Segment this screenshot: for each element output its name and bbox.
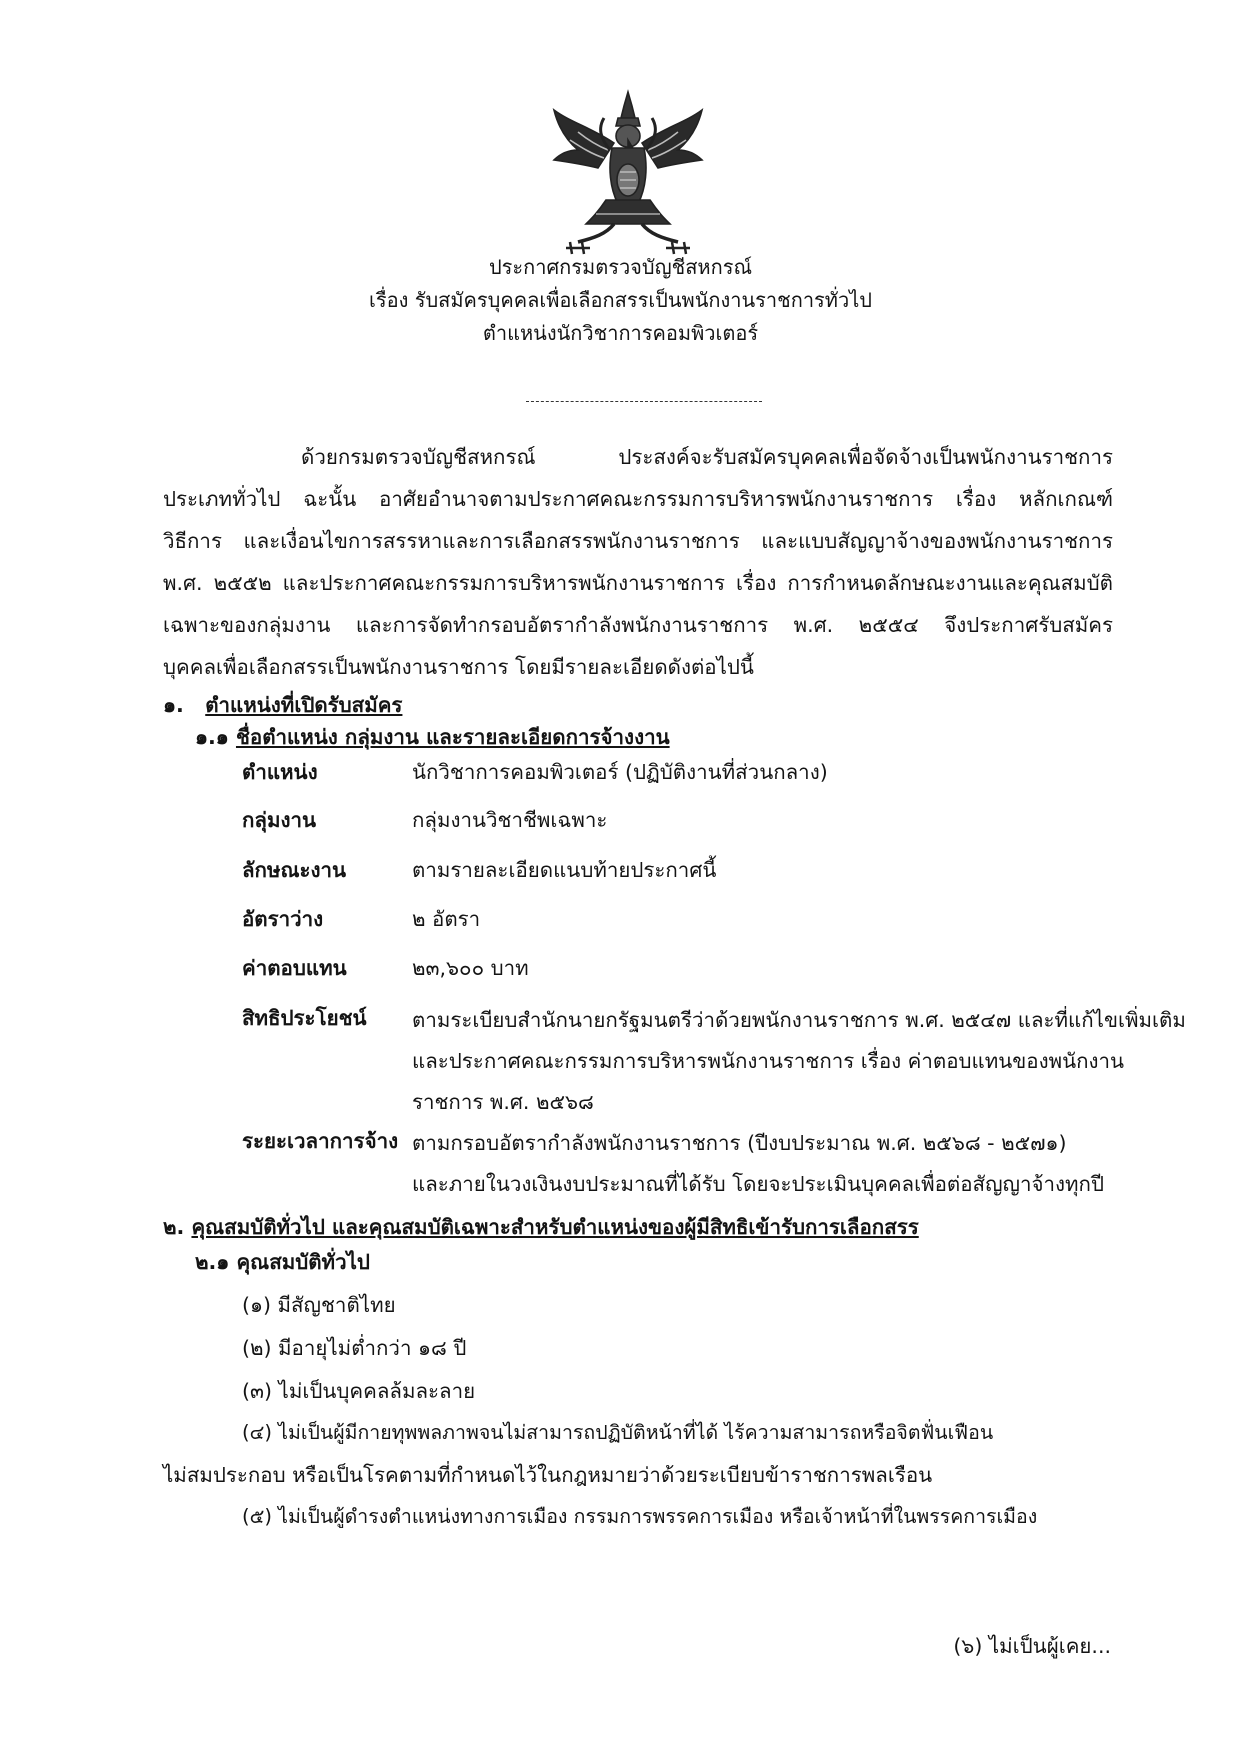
- intro-line: วิธีการ และเงื่อนไขการสรรหาและการเลือกสรรพนักงานราชการ และแบบสัญญาจ้างของพนักงานราชการ: [163, 529, 1113, 553]
- row-label-vacancies: อัตราว่าง: [242, 907, 324, 931]
- section-2-title: คุณสมบัติทั่วไป และคุณสมบัติเฉพาะสำหรับตำแหน่งของผู้มีสิทธิเข้ารับการเลือกสรร: [191, 1215, 919, 1239]
- row-value-line: ตามกรอบอัตรากำลังพนักงานราชการ (ปีงบประมาณ พ.ศ. ๒๕๖๘ - ๒๕๗๑): [412, 1131, 1067, 1155]
- section-1-title: ตำแหน่งที่เปิดรับสมัคร: [205, 693, 403, 717]
- header-divider: [526, 401, 762, 402]
- section-1-1-heading: [195, 722, 670, 752]
- qualification-item: (๒) มีอายุไม่ต่ำกว่า ๑๘ ปี: [242, 1336, 467, 1360]
- section-1-number: ๑.: [163, 693, 184, 717]
- announcement-position: ตำแหน่งนักวิชาการคอมพิวเตอร์: [482, 321, 759, 345]
- announcement-title: ประกาศกรมตรวจบัญชีสหกรณ์: [488, 255, 753, 279]
- qualification-item: (๔) ไม่เป็นผู้มีกายทุพพลภาพจนไม่สามารถปฏิบัติหน้าที่ได้ ไร้ความสามารถหรือจิตฟั่นเฟือน: [242, 1421, 994, 1444]
- row-value-line: และประกาศคณะกรรมการบริหารพนักงานราชการ เรื่อง ค่าตอบแทนของพนักงาน: [412, 1049, 1125, 1073]
- qualification-item: (๑) มีสัญชาติไทย: [242, 1293, 396, 1317]
- row-label-position: ตำแหน่ง: [242, 760, 318, 784]
- row-label-work-group: กลุ่มงาน: [242, 808, 317, 832]
- garuda-emblem-icon: [548, 88, 708, 256]
- announcement-subject: เรื่อง รับสมัครบุคคลเพื่อเลือกสรรเป็นพนักงานราชการทั่วไป: [369, 288, 872, 312]
- section-2-heading: [163, 1212, 919, 1242]
- section-1-1-number: ๑.๑: [195, 725, 229, 749]
- row-value-line: ตามรายละเอียดแนบท้ายประกาศนี้: [412, 858, 717, 882]
- row-label-benefits: สิทธิประโยชน์: [242, 1006, 367, 1030]
- section-2-number: ๒.: [163, 1215, 185, 1239]
- qualification-item: (๓) ไม่เป็นบุคคลล้มละลาย: [242, 1379, 476, 1403]
- row-value-benefits: [412, 1000, 1186, 1123]
- row-label-employment-period: ระยะเวลาการจ้าง: [242, 1129, 399, 1153]
- intro-line: บุคคลเพื่อเลือกสรรเป็นพนักงานราชการ โดยมีรายละเอียดดังต่อไปนี้: [163, 655, 754, 679]
- qualification-item-continuation: ไม่สมประกอบ หรือเป็นโรคตามที่กำหนดไว้ในกฎหมายว่าด้วยระเบียบข้าราชการพลเรือน: [163, 1463, 933, 1487]
- row-value-work-group: [412, 802, 607, 838]
- section-1-1-title: ชื่อตำแหน่ง กลุ่มงาน และรายละเอียดการจ้างงาน: [235, 725, 670, 749]
- intro-line: เฉพาะของกลุ่มงาน และการจัดทำกรอบอัตรากำลังพนักงานราชการ พ.ศ. ๒๕๕๔ จึงประกาศรับสมัคร: [163, 613, 1113, 637]
- row-value-line: และภายในวงเงินงบประมาณที่ได้รับ โดยจะประเมินบุคคลเพื่อต่อสัญญาจ้างทุกปี: [412, 1172, 1104, 1196]
- row-value-vacancies: [412, 901, 480, 937]
- row-value-line: ๒๓,๖๐๐ บาท: [412, 956, 529, 980]
- section-2-1-heading: [195, 1247, 370, 1277]
- section-1-heading: [163, 690, 402, 720]
- row-value-compensation: [412, 950, 529, 986]
- row-value-line: นักวิชาการคอมพิวเตอร์ (ปฏิบัติงานที่ส่วนกลาง): [412, 760, 828, 784]
- intro-line: ด้วยกรมตรวจบัญชีสหกรณ์ ประสงค์จะรับสมัครบุคคลเพื่อจัดจ้างเป็นพนักงานราชการ: [301, 445, 1113, 469]
- row-value-position: [412, 754, 828, 790]
- row-value-line: ราชการ พ.ศ. ๒๕๖๘: [412, 1090, 594, 1114]
- qualification-item: (๕) ไม่เป็นผู้ดำรงตำแหน่งทางการเมือง กรรมการพรรคการเมือง หรือเจ้าหน้าที่ในพรรคการเมือง: [242, 1505, 1038, 1528]
- row-value-employment-period: [412, 1123, 1104, 1205]
- intro-paragraph: [163, 436, 1113, 688]
- row-value-line: ตามระเบียบสำนักนายกรัฐมนตรีว่าด้วยพนักงานราชการ พ.ศ. ๒๕๔๗ และที่แก้ไขเพิ่มเติม: [412, 1008, 1186, 1032]
- section-2-1-number: ๒.๑: [195, 1250, 230, 1274]
- section-2-1-title: คุณสมบัติทั่วไป: [236, 1250, 370, 1274]
- row-label-compensation: ค่าตอบแทน: [242, 956, 347, 980]
- page-continuation: (๖) ไม่เป็นผู้เคย...: [953, 1634, 1111, 1658]
- row-value-job-nature: [412, 852, 716, 888]
- intro-line: พ.ศ. ๒๕๕๒ และประกาศคณะกรรมการบริหารพนักงานราชการ เรื่อง การกำหนดลักษณะงานและคุณสมบัติ: [163, 571, 1113, 595]
- row-label-job-nature: ลักษณะงาน: [242, 858, 347, 882]
- row-value-line: กลุ่มงานวิชาชีพเฉพาะ: [412, 808, 608, 832]
- row-value-line: ๒ อัตรา: [412, 907, 481, 931]
- intro-line: ประเภททั่วไป ฉะนั้น อาศัยอำนาจตามประกาศคณะกรรมการบริหารพนักงานราชการ เรื่อง หลักเกณฑ์: [163, 487, 1113, 511]
